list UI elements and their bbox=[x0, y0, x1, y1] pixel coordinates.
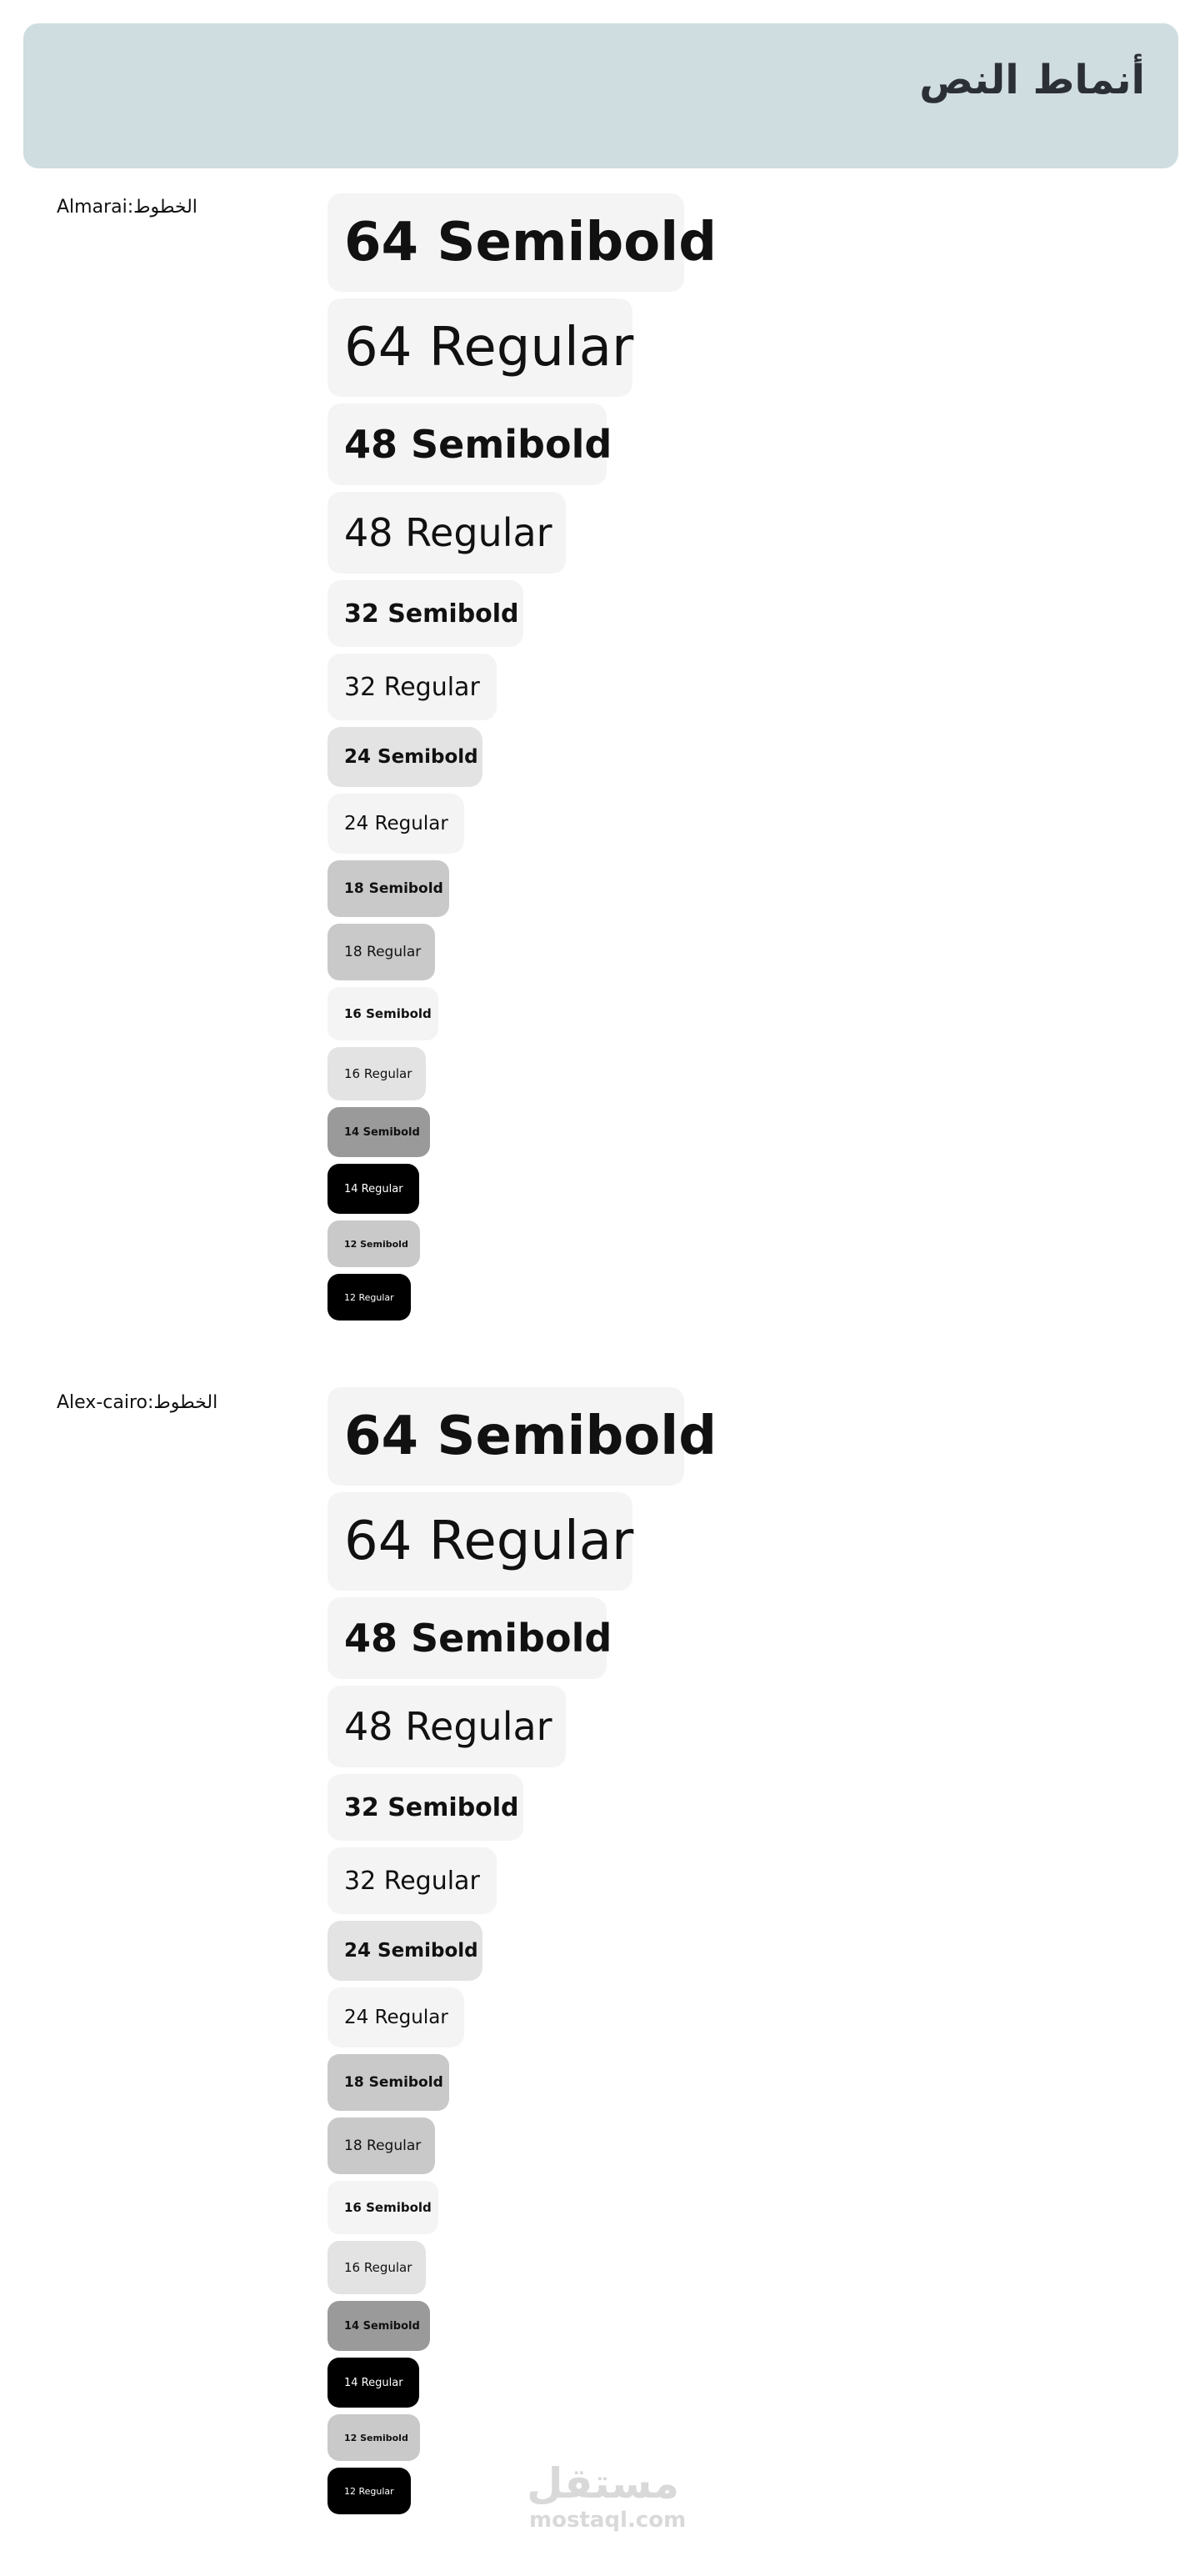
watermark-logo bbox=[527, 2459, 687, 2533]
font-section-label: Alex-cairo:الخطوط bbox=[57, 1392, 218, 1413]
header-banner bbox=[23, 23, 1178, 168]
sample-64-regular: 64 Regular bbox=[328, 298, 632, 397]
sample-24-regular: 24 Regular bbox=[328, 794, 464, 854]
watermark-latin: mostaql.com bbox=[529, 2508, 687, 2533]
sample-32-regular: 32 Regular bbox=[328, 1847, 497, 1914]
page-title: أنماط النص bbox=[919, 57, 1145, 103]
sample-12-regular: 12 Regular bbox=[328, 2468, 411, 2514]
watermark-arabic: مستقل bbox=[527, 2459, 679, 2508]
sample-64-regular: 64 Regular bbox=[328, 1492, 632, 1591]
sample-48-semibold: 48 Semibold bbox=[328, 1597, 607, 1679]
sample-14-semibold: 14 Semibold bbox=[328, 2301, 430, 2351]
sample-64-semibold: 64 Semibold bbox=[328, 193, 684, 292]
sample-48-regular: 48 Regular bbox=[328, 492, 566, 574]
sample-64-semibold: 64 Semibold bbox=[328, 1387, 684, 1486]
sample-12-regular: 12 Regular bbox=[328, 1274, 411, 1321]
sample-48-semibold: 48 Semibold bbox=[328, 403, 607, 485]
sample-32-semibold: 32 Semibold bbox=[328, 580, 523, 647]
sample-24-semibold: 24 Semibold bbox=[328, 727, 482, 787]
sample-24-semibold: 24 Semibold bbox=[328, 1921, 482, 1981]
sample-14-regular: 14 Regular bbox=[328, 2358, 419, 2408]
font-section-label: Almarai:الخطوط bbox=[57, 197, 198, 218]
sample-12-semibold: 12 Semibold bbox=[328, 1220, 420, 1267]
sample-14-semibold: 14 Semibold bbox=[328, 1107, 430, 1157]
sample-16-regular: 16 Regular bbox=[328, 2241, 426, 2294]
sample-16-semibold: 16 Semibold bbox=[328, 2181, 438, 2234]
sample-48-regular: 48 Regular bbox=[328, 1686, 566, 1767]
sample-14-regular: 14 Regular bbox=[328, 1164, 419, 1214]
sample-16-regular: 16 Regular bbox=[328, 1047, 426, 1100]
sample-18-semibold: 18 Semibold bbox=[328, 2054, 449, 2111]
sample-12-semibold: 12 Semibold bbox=[328, 2414, 420, 2461]
sample-18-semibold: 18 Semibold bbox=[328, 860, 449, 917]
sample-18-regular: 18 Regular bbox=[328, 2117, 435, 2174]
sample-16-semibold: 16 Semibold bbox=[328, 987, 438, 1040]
sample-32-regular: 32 Regular bbox=[328, 654, 497, 720]
sample-32-semibold: 32 Semibold bbox=[328, 1774, 523, 1841]
sample-18-regular: 18 Regular bbox=[328, 924, 435, 980]
sample-24-regular: 24 Regular bbox=[328, 1987, 464, 2047]
